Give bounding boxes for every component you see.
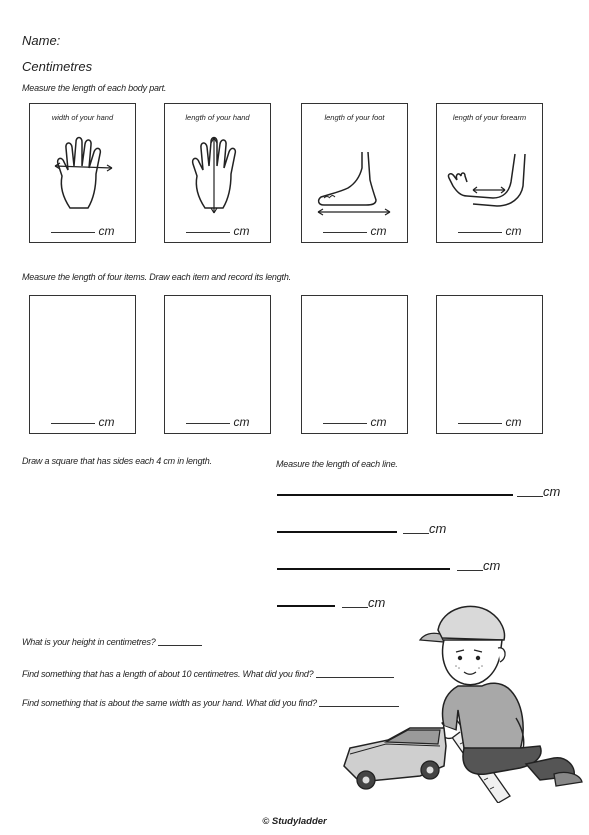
hand-width-icon (52, 136, 114, 214)
measure-line-4 (277, 605, 335, 607)
square-instruction: Draw a square that has sides each 4 cm in length. (22, 456, 212, 466)
forearm-icon (445, 152, 535, 212)
body-part-box-hand-width (29, 103, 136, 243)
body-parts-instruction: Measure the length of each body part. (22, 83, 167, 93)
body-part-caption: length of your forearm (452, 113, 527, 122)
toy-car-icon (344, 728, 446, 789)
body-part-box-foot (301, 103, 408, 243)
answer-blank[interactable]: cm (437, 415, 542, 429)
lines-instruction: Measure the length of each line. (276, 459, 398, 469)
question-height: What is your height in centimetres? (22, 637, 202, 647)
measure-line-2 (277, 531, 397, 533)
question-10cm: Find something that has a length of about 10 centimetres. What did you find? (22, 669, 394, 679)
line-answer-3[interactable]: cm (457, 558, 500, 573)
line-answer-2[interactable]: cm (403, 521, 446, 536)
measure-line-3 (277, 568, 450, 570)
hand-length-icon (187, 136, 249, 216)
page-title: Centimetres (22, 59, 93, 74)
question-hand-width: Find something that is about the same width as your hand. What did you find? (22, 698, 399, 708)
drawing-box[interactable] (301, 295, 408, 434)
answer-blank[interactable]: cm (30, 415, 135, 429)
drawing-box[interactable] (29, 295, 136, 434)
body-part-caption: width of your hand (51, 113, 114, 122)
answer-blank[interactable]: cm (165, 224, 270, 238)
answer-blank[interactable]: cm (30, 224, 135, 238)
answer-blank[interactable]: cm (437, 224, 542, 238)
name-label: Name: (22, 33, 61, 48)
drawing-box[interactable] (164, 295, 271, 434)
answer-blank[interactable]: cm (302, 224, 407, 238)
body-part-caption: length of your foot (324, 113, 385, 122)
items-instruction: Measure the length of four items. Draw each item and record its length. (22, 272, 291, 282)
line-answer-1[interactable]: cm (517, 484, 560, 499)
line-answer-4[interactable]: cm (342, 595, 385, 610)
body-part-caption: length of your hand (185, 113, 250, 122)
measure-line-1 (277, 494, 513, 496)
drawing-box[interactable] (436, 295, 543, 434)
footer-copyright: © Studyladder (262, 816, 327, 827)
body-part-box-forearm (436, 103, 543, 243)
boy-measuring-illustration (340, 598, 585, 803)
answer-blank[interactable]: cm (302, 415, 407, 429)
body-part-box-hand-length (164, 103, 271, 243)
foot-icon (316, 150, 394, 216)
answer-blank[interactable]: cm (165, 415, 270, 429)
